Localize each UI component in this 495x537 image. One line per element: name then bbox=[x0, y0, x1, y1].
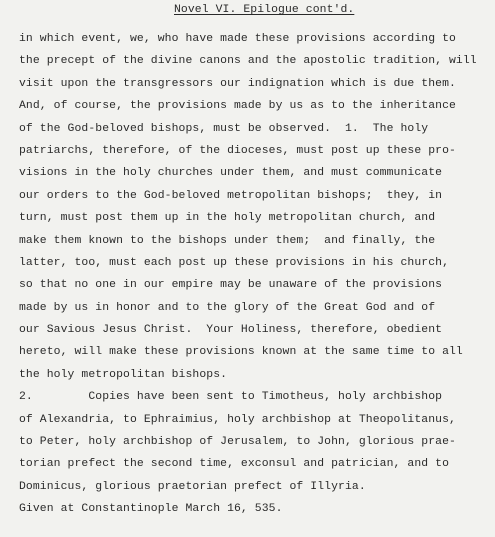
text-line: torian prefect the second time, exconsul and patrician, and to bbox=[19, 458, 450, 471]
text-line: 2. Copies have been sent to Timotheus, holy archbishop bbox=[19, 391, 443, 404]
text-line: our Savious Jesus Christ. Your Holiness, therefore, obedient bbox=[19, 324, 443, 337]
text-line: in which event, we, who have made these provisions according to bbox=[19, 33, 456, 45]
text-line: patriarchs, therefore, of the dioceses, must post up these pro- bbox=[19, 144, 456, 157]
text-line: the holy metropolitan bishops. bbox=[19, 368, 228, 381]
text-line: of Alexandria, to Ephraimius, holy archbishop at Theopolitanus, bbox=[19, 413, 456, 426]
text-line: make them known to the bishops under them; and finally, the bbox=[19, 234, 436, 247]
text-line: to Peter, holy archbishop of Jerusalem, to John, glorious prae- bbox=[19, 436, 456, 449]
text-line: And, of course, the provisions made by us as to the inheritance bbox=[19, 100, 456, 113]
text-line: the precept of the divine canons and the apostolic tradition, will bbox=[19, 55, 477, 68]
text-line: of the God-beloved bishops, must be observed. 1. The holy bbox=[19, 122, 429, 135]
text-line: latter, too, must each post up these provisions in his church, bbox=[19, 256, 450, 269]
text-line: turn, must post them up in the holy metropolitan church, and bbox=[19, 212, 436, 225]
text-line: so that no one in our empire may be unaware of the provisions bbox=[19, 279, 443, 292]
text-line: Dominicus, glorious praetorian prefect of Illyria. bbox=[19, 480, 366, 493]
text-line: visit upon the transgressors our indignation which is due them. bbox=[19, 77, 456, 90]
text-line: Given at Constantinople March 16, 535. bbox=[19, 503, 283, 516]
text-line: hereto, will make these provisions known at the same time to all bbox=[19, 346, 463, 359]
page-heading: Novel VI. Epilogue cont'd. bbox=[174, 4, 355, 16]
body-text bbox=[19, 28, 489, 521]
text-line: made by us in honor and to the glory of the Great God and of bbox=[19, 301, 436, 314]
text-line: visions in the holy churches under them, and must communicate bbox=[19, 167, 443, 180]
text-line: our orders to the God-beloved metropolitan bishops; they, in bbox=[19, 189, 443, 202]
